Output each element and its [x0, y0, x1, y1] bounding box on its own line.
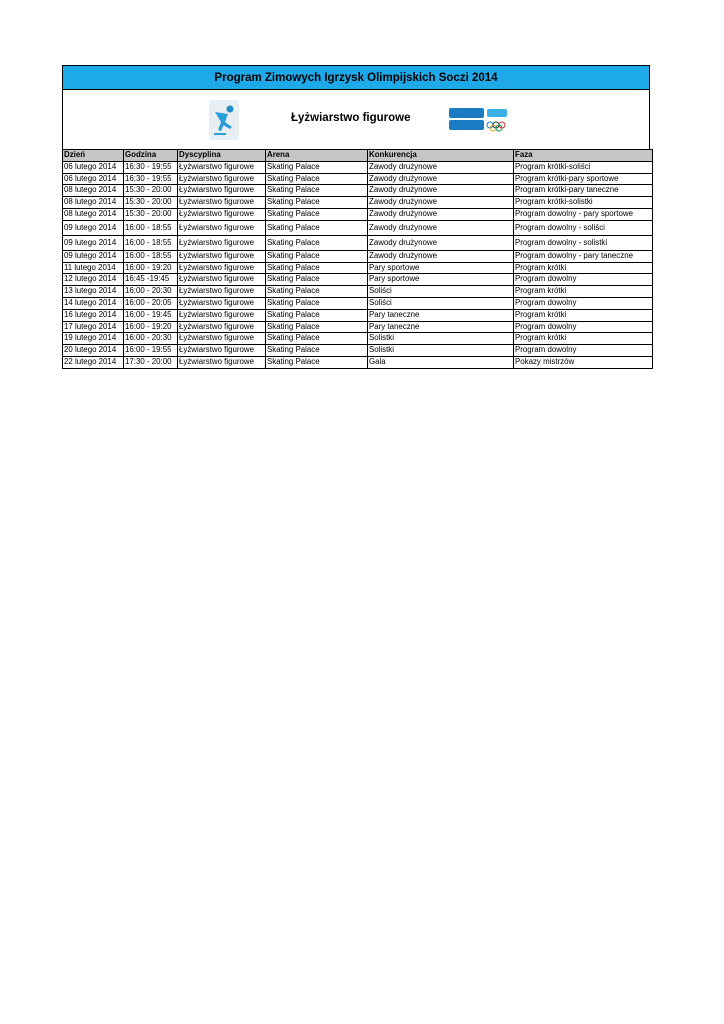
- header-event: Konkurencja: [368, 150, 514, 162]
- table-row: [63, 220, 653, 235]
- cell-day: 14 lutego 2014: [63, 297, 124, 309]
- cell-discipline: Łyżwiarstwo figurowe: [178, 220, 266, 235]
- header-phase: Faza: [514, 150, 653, 162]
- figure-skating-pictogram-icon: [209, 100, 239, 140]
- cell-arena: Skating Palace: [266, 297, 368, 309]
- cell-time: 16:00 - 19:55: [124, 345, 178, 357]
- cell-discipline: Łyżwiarstwo figurowe: [178, 274, 266, 286]
- sochi-2014-logo-icon: [448, 106, 516, 132]
- cell-event: Zawody drużynowe: [368, 197, 514, 209]
- cell-arena: Skating Palace: [266, 309, 368, 321]
- table-row: [63, 197, 653, 209]
- cell-day: 06 lutego 2014: [63, 173, 124, 185]
- cell-arena: Skating Palace: [266, 185, 368, 197]
- schedule-sheet: [62, 65, 650, 369]
- cell-time: 16:00 - 18:55: [124, 250, 178, 262]
- cell-arena: Skating Palace: [266, 345, 368, 357]
- cell-discipline: Łyżwiarstwo figurowe: [178, 197, 266, 209]
- cell-time: 16:00 - 19:20: [124, 321, 178, 333]
- header-time: Godzina: [124, 150, 178, 162]
- cell-event: Zawody drużynowe: [368, 235, 514, 250]
- cell-discipline: Łyżwiarstwo figurowe: [178, 185, 266, 197]
- table-row: [63, 297, 653, 309]
- cell-discipline: Łyżwiarstwo figurowe: [178, 297, 266, 309]
- cell-time: 16:00 - 19:45: [124, 309, 178, 321]
- cell-phase: Program dowolny - pary taneczne: [514, 250, 653, 262]
- cell-time: 15:30 - 20:00: [124, 185, 178, 197]
- cell-day: 13 lutego 2014: [63, 286, 124, 298]
- cell-phase: Program krótki-pary sportowe: [514, 173, 653, 185]
- cell-event: Zawody drużynowe: [368, 250, 514, 262]
- cell-arena: Skating Palace: [266, 220, 368, 235]
- cell-phase: Program dowolny: [514, 274, 653, 286]
- cell-arena: Skating Palace: [266, 208, 368, 220]
- cell-time: 16:45 -19:45: [124, 274, 178, 286]
- title-bar: [62, 65, 650, 90]
- cell-event: Pary sportowe: [368, 274, 514, 286]
- cell-day: 17 lutego 2014: [63, 321, 124, 333]
- table-row: [63, 321, 653, 333]
- table-header-row: [63, 150, 653, 162]
- cell-day: 08 lutego 2014: [63, 185, 124, 197]
- table-row: [63, 185, 653, 197]
- cell-time: 16:00 - 19:20: [124, 262, 178, 274]
- cell-day: 12 lutego 2014: [63, 274, 124, 286]
- cell-day: 20 lutego 2014: [63, 345, 124, 357]
- cell-time: 16:30 - 19:55: [124, 161, 178, 173]
- table-row: [63, 262, 653, 274]
- cell-arena: Skating Palace: [266, 250, 368, 262]
- cell-event: Gala: [368, 356, 514, 368]
- cell-arena: Skating Palace: [266, 197, 368, 209]
- cell-arena: Skating Palace: [266, 356, 368, 368]
- cell-discipline: Łyżwiarstwo figurowe: [178, 173, 266, 185]
- cell-event: Pary sportowe: [368, 262, 514, 274]
- cell-phase: Program krótki-solistki: [514, 197, 653, 209]
- cell-arena: Skating Palace: [266, 262, 368, 274]
- cell-discipline: Łyżwiarstwo figurowe: [178, 309, 266, 321]
- cell-event: Solistki: [368, 333, 514, 345]
- cell-day: 19 lutego 2014: [63, 333, 124, 345]
- cell-phase: Program dowolny: [514, 297, 653, 309]
- cell-event: Zawody drużynowe: [368, 173, 514, 185]
- cell-phase: Program krótki: [514, 309, 653, 321]
- cell-discipline: Łyżwiarstwo figurowe: [178, 286, 266, 298]
- cell-event: Pary taneczne: [368, 309, 514, 321]
- cell-phase: Program krótki-pary taneczne: [514, 185, 653, 197]
- schedule-table: [62, 149, 653, 369]
- cell-event: Zawody drużynowe: [368, 185, 514, 197]
- cell-phase: Program krótki: [514, 286, 653, 298]
- table-row: [63, 250, 653, 262]
- cell-discipline: Łyżwiarstwo figurowe: [178, 250, 266, 262]
- table-row: [63, 333, 653, 345]
- cell-event: Zawody drużynowe: [368, 208, 514, 220]
- page-title: Program Zimowych Igrzysk Olimpijskich Soczi 2014: [214, 71, 498, 84]
- cell-time: 16:00 - 20:30: [124, 333, 178, 345]
- cell-event: Soliści: [368, 297, 514, 309]
- cell-event: Pary taneczne: [368, 321, 514, 333]
- cell-discipline: Łyżwiarstwo figurowe: [178, 161, 266, 173]
- cell-phase: Pokazy mistrzów: [514, 356, 653, 368]
- table-row: [63, 173, 653, 185]
- table-row: [63, 345, 653, 357]
- cell-arena: Skating Palace: [266, 173, 368, 185]
- header-arena: Arena: [266, 150, 368, 162]
- cell-time: 15:30 - 20:00: [124, 208, 178, 220]
- header-discipline: Dyscyplina: [178, 150, 266, 162]
- cell-discipline: Łyżwiarstwo figurowe: [178, 345, 266, 357]
- cell-event: Solistki: [368, 345, 514, 357]
- cell-arena: Skating Palace: [266, 161, 368, 173]
- cell-day: 08 lutego 2014: [63, 197, 124, 209]
- cell-phase: Program dowolny: [514, 345, 653, 357]
- cell-arena: Skating Palace: [266, 333, 368, 345]
- table-row: [63, 286, 653, 298]
- cell-arena: Skating Palace: [266, 286, 368, 298]
- cell-discipline: Łyżwiarstwo figurowe: [178, 321, 266, 333]
- table-row: [63, 235, 653, 250]
- cell-day: 09 lutego 2014: [63, 250, 124, 262]
- cell-day: 09 lutego 2014: [63, 235, 124, 250]
- table-row: [63, 356, 653, 368]
- table-row: [63, 161, 653, 173]
- cell-time: 16:30 - 19:55: [124, 173, 178, 185]
- cell-phase: Program dowolny - solistki: [514, 235, 653, 250]
- discipline-banner: [62, 90, 650, 149]
- cell-time: 16:00 - 18:55: [124, 220, 178, 235]
- cell-time: 16:00 - 20:30: [124, 286, 178, 298]
- cell-arena: Skating Palace: [266, 321, 368, 333]
- cell-discipline: Łyżwiarstwo figurowe: [178, 208, 266, 220]
- cell-phase: Program krótki: [514, 262, 653, 274]
- cell-phase: Program dowolny - pary sportowe: [514, 208, 653, 220]
- cell-discipline: Łyżwiarstwo figurowe: [178, 356, 266, 368]
- cell-day: 11 lutego 2014: [63, 262, 124, 274]
- cell-event: Zawody drużynowe: [368, 161, 514, 173]
- cell-event: Soliści: [368, 286, 514, 298]
- cell-discipline: Łyżwiarstwo figurowe: [178, 333, 266, 345]
- cell-arena: Skating Palace: [266, 235, 368, 250]
- cell-day: 06 lutego 2014: [63, 161, 124, 173]
- table-row: [63, 309, 653, 321]
- cell-day: 16 lutego 2014: [63, 309, 124, 321]
- cell-day: 08 lutego 2014: [63, 208, 124, 220]
- cell-time: 15:30 - 20:00: [124, 197, 178, 209]
- cell-phase: Program dowolny: [514, 321, 653, 333]
- cell-day: 09 lutego 2014: [63, 220, 124, 235]
- cell-discipline: Łyżwiarstwo figurowe: [178, 235, 266, 250]
- cell-arena: Skating Palace: [266, 274, 368, 286]
- cell-time: 16:00 - 20:05: [124, 297, 178, 309]
- cell-phase: Program krótki-soliści: [514, 161, 653, 173]
- table-row: [63, 208, 653, 220]
- cell-phase: Program krótki: [514, 333, 653, 345]
- cell-day: 22 lutego 2014: [63, 356, 124, 368]
- discipline-heading: Łyżwiarstwo figurowe: [291, 112, 411, 124]
- cell-event: Zawody drużynowe: [368, 220, 514, 235]
- cell-phase: Program dowolny - soliści: [514, 220, 653, 235]
- cell-time: 17:30 - 20:00: [124, 356, 178, 368]
- table-row: [63, 274, 653, 286]
- cell-time: 16:00 - 18:55: [124, 235, 178, 250]
- header-day: Dzień: [63, 150, 124, 162]
- cell-discipline: Łyżwiarstwo figurowe: [178, 262, 266, 274]
